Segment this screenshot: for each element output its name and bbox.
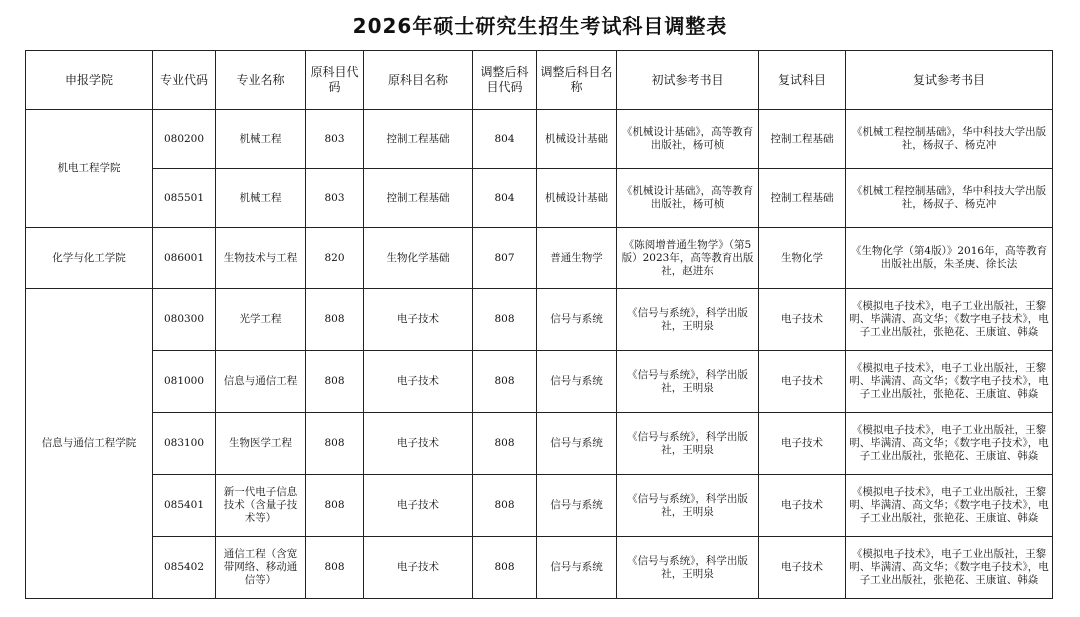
retest-subject: 电子技术: [759, 413, 846, 475]
header-new-code: 调整后科目代码: [473, 51, 537, 110]
table-row: [26, 537, 1053, 599]
college-cell: 机电工程学院: [26, 110, 153, 228]
header-college: 申报学院: [26, 51, 153, 110]
retest-book: 《模拟电子技术》，电子工业出版社，王黎明、毕满清、高文华；《数字电子技术》，电子工业出版社，张艳花、王康谊、韩焱: [846, 413, 1053, 475]
major-code: 080300: [153, 289, 216, 351]
orig-name: 控制工程基础: [364, 110, 473, 169]
major-code: 080200: [153, 110, 216, 169]
major-name: 信息与通信工程: [216, 351, 306, 413]
new-name: 机械设计基础: [537, 110, 617, 169]
orig-name: 控制工程基础: [364, 169, 473, 228]
retest-subject: 电子技术: [759, 537, 846, 599]
header-retest-subject: 复试科目: [759, 51, 846, 110]
retest-subject: 电子技术: [759, 289, 846, 351]
orig-name: 电子技术: [364, 351, 473, 413]
new-name: 机械设计基础: [537, 169, 617, 228]
orig-code: 808: [306, 413, 364, 475]
college-cell: 信息与通信工程学院: [26, 289, 153, 599]
major-name: 机械工程: [216, 169, 306, 228]
retest-book: 《模拟电子技术》，电子工业出版社，王黎明、毕满清、高文华；《数字电子技术》，电子工业出版社，张艳花、王康谊、韩焱: [846, 537, 1053, 599]
initial-book: 《信号与系统》，科学出版社，王明泉: [617, 351, 759, 413]
major-code: 081000: [153, 351, 216, 413]
initial-book: 《机械设计基础》，高等教育出版社，杨可桢: [617, 110, 759, 169]
retest-subject: 控制工程基础: [759, 169, 846, 228]
header-major-name: 专业名称: [216, 51, 306, 110]
initial-book: 《信号与系统》，科学出版社，王明泉: [617, 537, 759, 599]
new-name: 信号与系统: [537, 351, 617, 413]
table-row: [26, 169, 1053, 228]
new-code: 804: [473, 169, 537, 228]
retest-subject: 电子技术: [759, 351, 846, 413]
new-code: 808: [473, 289, 537, 351]
orig-name: 生物化学基础: [364, 228, 473, 289]
orig-code: 808: [306, 289, 364, 351]
initial-book: 《陈阅增普通生物学》（第5版）2023年，高等教育出版社，赵进东: [617, 228, 759, 289]
new-name: 信号与系统: [537, 475, 617, 537]
retest-book: 《机械工程控制基础》，华中科技大学出版社，杨叔子、杨克冲: [846, 110, 1053, 169]
adjustment-table: [25, 50, 1053, 599]
major-code: 083100: [153, 413, 216, 475]
new-name: 信号与系统: [537, 289, 617, 351]
major-code: 085402: [153, 537, 216, 599]
orig-code: 808: [306, 475, 364, 537]
orig-code: 803: [306, 110, 364, 169]
header-row: [26, 51, 1053, 110]
table-row: [26, 351, 1053, 413]
new-code: 808: [473, 537, 537, 599]
table-row: [26, 289, 1053, 351]
orig-name: 电子技术: [364, 475, 473, 537]
major-name: 新一代电子信息技术（含量子技术等）: [216, 475, 306, 537]
header-orig-code: 原科目代码: [306, 51, 364, 110]
orig-name: 电子技术: [364, 289, 473, 351]
initial-book: 《机械设计基础》，高等教育出版社，杨可桢: [617, 169, 759, 228]
major-name: 通信工程（含宽带网络、移动通信等）: [216, 537, 306, 599]
header-retest-books: 复试参考书目: [846, 51, 1053, 110]
new-name: 信号与系统: [537, 537, 617, 599]
new-code: 804: [473, 110, 537, 169]
retest-book: 《模拟电子技术》，电子工业出版社，王黎明、毕满清、高文华；《数字电子技术》，电子工业出版社，张艳花、王康谊、韩焱: [846, 475, 1053, 537]
page-title: 2026年硕士研究生招生考试科目调整表: [352, 14, 728, 38]
new-code: 808: [473, 475, 537, 537]
major-name: 机械工程: [216, 110, 306, 169]
retest-book: 《模拟电子技术》，电子工业出版社，王黎明、毕满清、高文华；《数字电子技术》，电子工业出版社，张艳花、王康谊、韩焱: [846, 289, 1053, 351]
initial-book: 《信号与系统》，科学出版社，王明泉: [617, 413, 759, 475]
retest-book: 《模拟电子技术》，电子工业出版社，王黎明、毕满清、高文华；《数字电子技术》，电子工业出版社，张艳花、王康谊、韩焱: [846, 351, 1053, 413]
table-row: [26, 475, 1053, 537]
retest-subject: 生物化学: [759, 228, 846, 289]
retest-subject: 电子技术: [759, 475, 846, 537]
orig-name: 电子技术: [364, 413, 473, 475]
initial-book: 《信号与系统》，科学出版社，王明泉: [617, 475, 759, 537]
new-code: 808: [473, 413, 537, 475]
new-name: 普通生物学: [537, 228, 617, 289]
table-row: [26, 413, 1053, 475]
header-orig-name: 原科目名称: [364, 51, 473, 110]
new-name: 信号与系统: [537, 413, 617, 475]
major-code: 086001: [153, 228, 216, 289]
major-name: 生物医学工程: [216, 413, 306, 475]
college-cell: 化学与化工学院: [26, 228, 153, 289]
new-code: 808: [473, 351, 537, 413]
orig-code: 803: [306, 169, 364, 228]
orig-code: 820: [306, 228, 364, 289]
retest-subject: 控制工程基础: [759, 110, 846, 169]
header-new-name: 调整后科目名称: [537, 51, 617, 110]
major-code: 085401: [153, 475, 216, 537]
major-code: 085501: [153, 169, 216, 228]
retest-book: 《机械工程控制基础》，华中科技大学出版社，杨叔子、杨克冲: [846, 169, 1053, 228]
orig-code: 808: [306, 351, 364, 413]
major-name: 光学工程: [216, 289, 306, 351]
table-row: [26, 228, 1053, 289]
orig-code: 808: [306, 537, 364, 599]
table-row: [26, 110, 1053, 169]
new-code: 807: [473, 228, 537, 289]
orig-name: 电子技术: [364, 537, 473, 599]
header-major-code: 专业代码: [153, 51, 216, 110]
retest-book: 《生物化学（第4版）》2016年，高等教育出版社出版，朱圣庚、徐长法: [846, 228, 1053, 289]
major-name: 生物技术与工程: [216, 228, 306, 289]
initial-book: 《信号与系统》，科学出版社，王明泉: [617, 289, 759, 351]
header-initial-books: 初试参考书目: [617, 51, 759, 110]
